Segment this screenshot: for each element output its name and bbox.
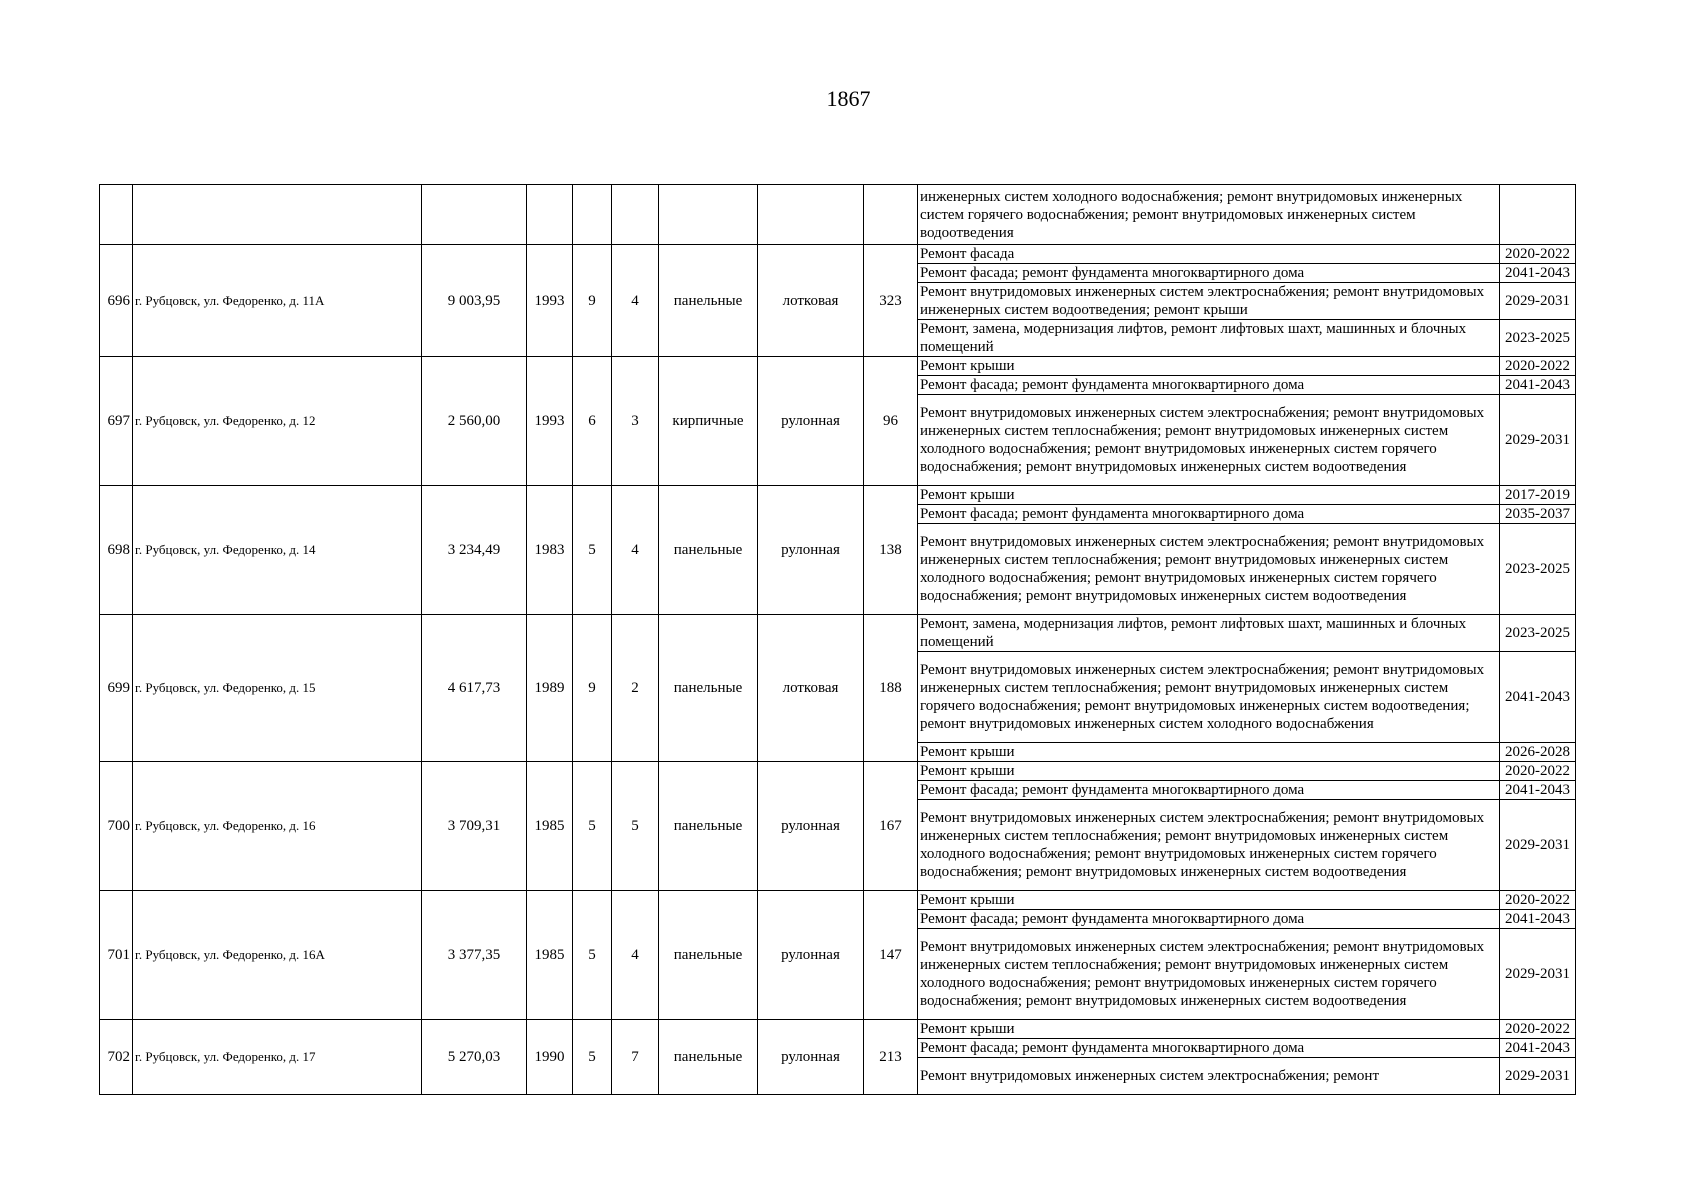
building-year: 1989: [527, 615, 573, 762]
residents-count: 188: [864, 615, 918, 762]
work-description: Ремонт внутридомовых инженерных систем электроснабжения; ремонт: [918, 1058, 1500, 1095]
work-description: Ремонт крыши: [918, 743, 1500, 762]
work-period: 2041-2043: [1500, 910, 1576, 929]
work-description: Ремонт фасада; ремонт фундамента многоквартирного дома: [918, 376, 1500, 395]
work-description: Ремонт внутридомовых инженерных систем электроснабжения; ремонт внутридомовых инженерных систем теплоснабжения; ремонт внутридомовых инженерных систем холодного водоснабжения; ремонт внутридомовых инженерных систем горячего водоснабжения; ремонт внутридомовых инженерных систем водоотведения: [918, 524, 1500, 615]
building-number: 701: [100, 891, 133, 1020]
cell-empty: [573, 185, 612, 245]
work-period: 2041-2043: [1500, 1039, 1576, 1058]
work-period: 2029-2031: [1500, 800, 1576, 891]
work-period: 2041-2043: [1500, 652, 1576, 743]
table-row: [100, 762, 1576, 781]
building-area: 2 560,00: [422, 357, 527, 486]
work-description: Ремонт, замена, модернизация лифтов, ремонт лифтовых шахт, машинных и блочных помещений: [918, 320, 1500, 357]
building-number: 698: [100, 486, 133, 615]
building-address: г. Рубцовск, ул. Федоренко, д. 16: [133, 762, 422, 891]
building-entrances: 4: [612, 891, 659, 1020]
building-entrances: 3: [612, 357, 659, 486]
work-description: Ремонт внутридомовых инженерных систем электроснабжения; ремонт внутридомовых инженерных систем теплоснабжения; ремонт внутридомовых инженерных систем горячего водоснабжения; ремонт внутридомовых инженерных систем водоотведения; ремонт внутридомовых инженерных систем холодного водоснабжения: [918, 652, 1500, 743]
cell-empty: [758, 185, 864, 245]
work-description: Ремонт фасада; ремонт фундамента многоквартирного дома: [918, 910, 1500, 929]
building-address: г. Рубцовск, ул. Федоренко, д. 12: [133, 357, 422, 486]
work-period: 2020-2022: [1500, 1020, 1576, 1039]
cell-empty: [100, 185, 133, 245]
wall-material: кирпичные: [659, 357, 758, 486]
building-year: 1985: [527, 762, 573, 891]
work-period: 2020-2022: [1500, 245, 1576, 264]
roof-type: рулонная: [758, 1020, 864, 1095]
building-number: 700: [100, 762, 133, 891]
building-year: 1993: [527, 245, 573, 357]
table-body: [100, 185, 1576, 1095]
building-area: 3 234,49: [422, 486, 527, 615]
roof-type: рулонная: [758, 891, 864, 1020]
work-period: 2020-2022: [1500, 891, 1576, 910]
work-description: инженерных систем холодного водоснабжения; ремонт внутридомовых инженерных систем горячего водоснабжения; ремонт внутридомовых инженерных систем водоотведения: [918, 185, 1500, 245]
building-address: г. Рубцовск, ул. Федоренко, д. 16А: [133, 891, 422, 1020]
work-period: 2026-2028: [1500, 743, 1576, 762]
wall-material: панельные: [659, 245, 758, 357]
building-floors: 5: [573, 1020, 612, 1095]
wall-material: панельные: [659, 486, 758, 615]
building-floors: 6: [573, 357, 612, 486]
building-address: г. Рубцовск, ул. Федоренко, д. 14: [133, 486, 422, 615]
building-address: г. Рубцовск, ул. Федоренко, д. 11А: [133, 245, 422, 357]
wall-material: панельные: [659, 1020, 758, 1095]
wall-material: панельные: [659, 891, 758, 1020]
work-description: Ремонт внутридомовых инженерных систем электроснабжения; ремонт внутридомовых инженерных систем теплоснабжения; ремонт внутридомовых инженерных систем холодного водоснабжения; ремонт внутридомовых инженерных систем горячего водоснабжения; ремонт внутридомовых инженерных систем водоотведения: [918, 800, 1500, 891]
work-description: Ремонт крыши: [918, 891, 1500, 910]
building-year: 1993: [527, 357, 573, 486]
work-period: 2041-2043: [1500, 264, 1576, 283]
work-period: 2029-2031: [1500, 1058, 1576, 1095]
building-floors: 5: [573, 891, 612, 1020]
building-area: 4 617,73: [422, 615, 527, 762]
work-description: Ремонт фасада; ремонт фундамента многоквартирного дома: [918, 1039, 1500, 1058]
residents-count: 138: [864, 486, 918, 615]
capital-repair-table: [99, 184, 1576, 1095]
building-address: г. Рубцовск, ул. Федоренко, д. 17: [133, 1020, 422, 1095]
building-entrances: 2: [612, 615, 659, 762]
work-description: Ремонт фасада; ремонт фундамента многоквартирного дома: [918, 264, 1500, 283]
building-floors: 5: [573, 486, 612, 615]
residents-count: 213: [864, 1020, 918, 1095]
cell-empty: [133, 185, 422, 245]
building-area: 5 270,03: [422, 1020, 527, 1095]
residents-count: 96: [864, 357, 918, 486]
building-floors: 9: [573, 615, 612, 762]
building-floors: 5: [573, 762, 612, 891]
work-period: 2029-2031: [1500, 395, 1576, 486]
table-row: [100, 615, 1576, 652]
work-description: Ремонт крыши: [918, 357, 1500, 376]
work-period: 2035-2037: [1500, 505, 1576, 524]
cell-empty: [612, 185, 659, 245]
table-row: [100, 357, 1576, 376]
work-period: 2020-2022: [1500, 762, 1576, 781]
work-period: 2041-2043: [1500, 781, 1576, 800]
work-period: [1500, 185, 1576, 245]
cell-empty: [527, 185, 573, 245]
cell-empty: [864, 185, 918, 245]
cell-empty: [422, 185, 527, 245]
work-description: Ремонт внутридомовых инженерных систем электроснабжения; ремонт внутридомовых инженерных систем водоотведения; ремонт крыши: [918, 283, 1500, 320]
roof-type: рулонная: [758, 357, 864, 486]
work-description: Ремонт крыши: [918, 486, 1500, 505]
residents-count: 147: [864, 891, 918, 1020]
work-description: Ремонт крыши: [918, 1020, 1500, 1039]
work-description: Ремонт фасада: [918, 245, 1500, 264]
work-period: 2023-2025: [1500, 524, 1576, 615]
building-number: 699: [100, 615, 133, 762]
building-entrances: 7: [612, 1020, 659, 1095]
roof-type: рулонная: [758, 486, 864, 615]
building-year: 1983: [527, 486, 573, 615]
roof-type: лотковая: [758, 615, 864, 762]
building-address: г. Рубцовск, ул. Федоренко, д. 15: [133, 615, 422, 762]
work-description: Ремонт, замена, модернизация лифтов, ремонт лифтовых шахт, машинных и блочных помещений: [918, 615, 1500, 652]
building-floors: 9: [573, 245, 612, 357]
work-description: Ремонт крыши: [918, 762, 1500, 781]
wall-material: панельные: [659, 615, 758, 762]
work-description: Ремонт внутридомовых инженерных систем электроснабжения; ремонт внутридомовых инженерных систем теплоснабжения; ремонт внутридомовых инженерных систем холодного водоснабжения; ремонт внутридомовых инженерных систем горячего водоснабжения; ремонт внутридомовых инженерных систем водоотведения: [918, 395, 1500, 486]
page-number: 1867: [826, 86, 871, 111]
table-row: [100, 486, 1576, 505]
work-description: Ремонт фасада; ремонт фундамента многоквартирного дома: [918, 505, 1500, 524]
continuation-row: [100, 185, 1576, 245]
building-year: 1985: [527, 891, 573, 1020]
building-entrances: 4: [612, 486, 659, 615]
building-number: 696: [100, 245, 133, 357]
building-number: 702: [100, 1020, 133, 1095]
building-area: 3 709,31: [422, 762, 527, 891]
work-description: Ремонт внутридомовых инженерных систем электроснабжения; ремонт внутридомовых инженерных систем теплоснабжения; ремонт внутридомовых инженерных систем холодного водоснабжения; ремонт внутридомовых инженерных систем горячего водоснабжения; ремонт внутридомовых инженерных систем водоотведения: [918, 929, 1500, 1020]
work-period: 2029-2031: [1500, 929, 1576, 1020]
work-period: 2041-2043: [1500, 376, 1576, 395]
work-period: 2023-2025: [1500, 615, 1576, 652]
cell-empty: [659, 185, 758, 245]
building-number: 697: [100, 357, 133, 486]
work-period: 2029-2031: [1500, 283, 1576, 320]
building-area: 3 377,35: [422, 891, 527, 1020]
work-period: 2023-2025: [1500, 320, 1576, 357]
work-period: 2017-2019: [1500, 486, 1576, 505]
roof-type: рулонная: [758, 762, 864, 891]
building-year: 1990: [527, 1020, 573, 1095]
building-entrances: 5: [612, 762, 659, 891]
table-row: [100, 1020, 1576, 1039]
roof-type: лотковая: [758, 245, 864, 357]
table-row: [100, 891, 1576, 910]
residents-count: 167: [864, 762, 918, 891]
table-row: [100, 245, 1576, 264]
wall-material: панельные: [659, 762, 758, 891]
residents-count: 323: [864, 245, 918, 357]
work-description: Ремонт фасада; ремонт фундамента многоквартирного дома: [918, 781, 1500, 800]
work-period: 2020-2022: [1500, 357, 1576, 376]
building-area: 9 003,95: [422, 245, 527, 357]
building-entrances: 4: [612, 245, 659, 357]
